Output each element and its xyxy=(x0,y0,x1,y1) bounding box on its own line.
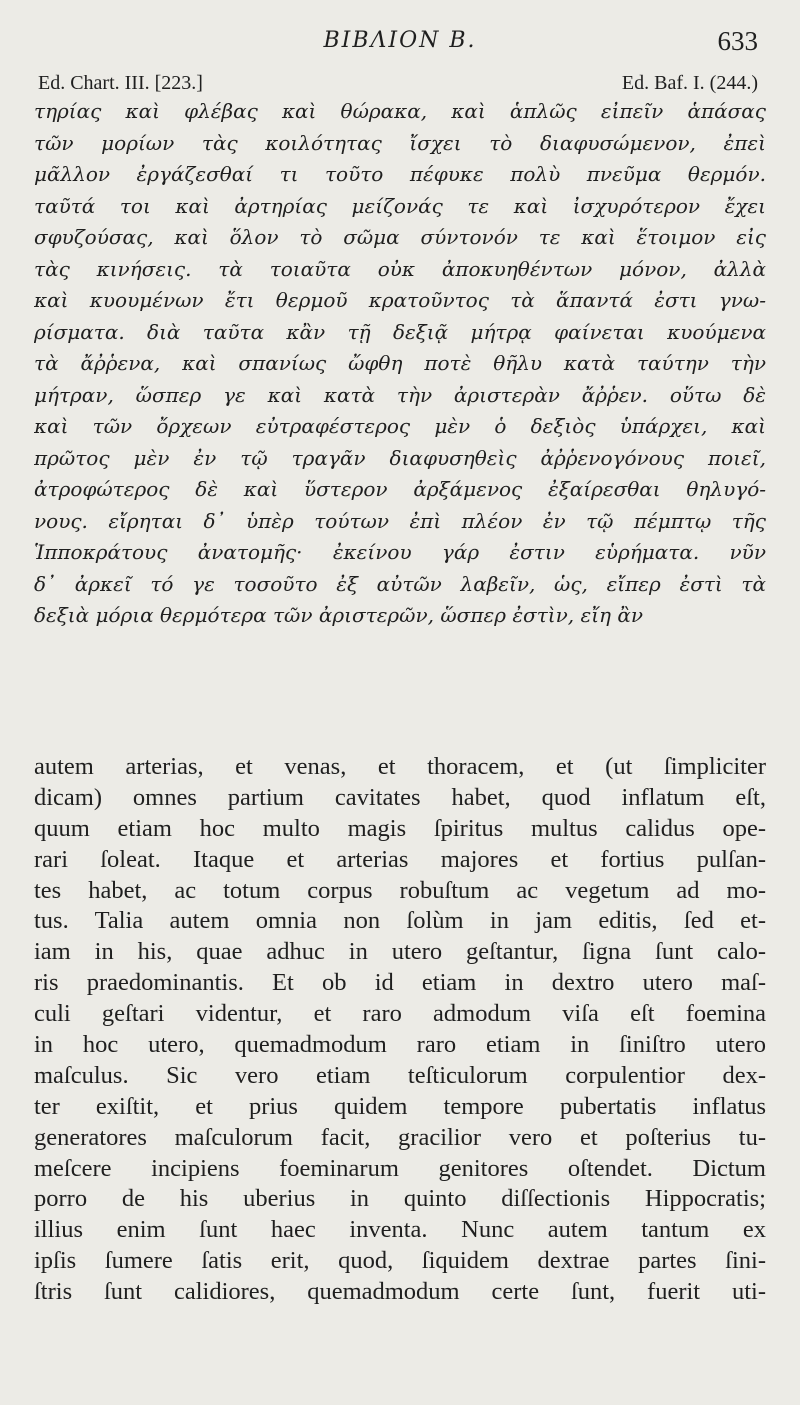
greek-text-line: σφυζούσας, καὶ ὅλον τὸ σῶμα σύντονόν τε καὶ ἕτοιμον εἰς xyxy=(34,225,766,249)
greek-text-line: νους. εἴρηται δ᾽ ὑπὲρ τούτων ἐπὶ πλέον ἐν τῷ πέμπτῳ τῆς xyxy=(34,508,766,533)
latin-text-line: ter exiſtit, et prius quidem tempore pubertatis inflatus xyxy=(34,1092,766,1120)
latin-text-line: culi geſtari videntur, et raro admodum viſa eſt foemina xyxy=(34,1000,766,1028)
greek-text-line: ρίσματα. διὰ ταῦτα κἂν τῇ δεξιᾷ μήτρᾳ φαίνεται κυούμενα xyxy=(34,319,766,344)
latin-text-line: ſtris ſunt calidiores, quemadmodum certe ſunt, fuerit uti- xyxy=(34,1278,766,1306)
latin-text-line: porro de his uberius in quinto diſſectionis Hippocratis; xyxy=(34,1185,766,1213)
latin-text-line: autem arterias, et venas, et thoracem, et (ut ſimpliciter xyxy=(34,753,766,780)
greek-text-line: δεξιὰ μόρια θερμότερα τῶν ἀριστερῶν, ὥσπερ ἐστὶν, εἴη ἂν xyxy=(34,603,644,627)
latin-text-line: ipſis ſumere ſatis erit, quod, ſiquidem dextrae partes ſini- xyxy=(34,1247,766,1275)
greek-text-line: καὶ τῶν ὄρχεων εὐτραφέστερος μὲν ὁ δεξιὸς ὑπάρχει, καὶ xyxy=(34,414,766,438)
latin-text-line: rari ſoleat. Itaque et arterias majores et fortius pulſan- xyxy=(34,845,766,873)
latin-text-line: tus. Talia autem omnia non ſolùm in jam editis, ſed et- xyxy=(34,907,766,935)
latin-text-line: in hoc utero, quemadmodum raro etiam in ſiniſtro utero xyxy=(34,1031,766,1059)
latin-text-line: quum etiam hoc multo magis ſpiritus multus calidus ope- xyxy=(34,814,766,842)
latin-text-line: tes habet, ac totum corpus robuſtum ac vegetum ad mo- xyxy=(34,876,766,904)
greek-text-line: τηρίας καὶ φλέβας καὶ θώρακα, καὶ ἁπλῶς εἰπεῖν ἁπάσας xyxy=(34,99,766,123)
greek-text-line: τὰς κινήσεις. τὰ τοιαῦτα οὐκ ἀποκυηθέντων μόνον, ἀλλὰ xyxy=(34,256,766,281)
greek-text-line: μήτραν, ὥσπερ γε καὶ κατὰ τὴν ἀριστερὰν ἄῤῥεν. οὕτω δὲ xyxy=(34,382,766,407)
latin-text-line: meſcere incipiens foeminarum genitores oſtendet. Dictum xyxy=(34,1154,766,1182)
greek-text-line: ἀτροφώτερος δὲ καὶ ὕστερον ἀρξάμενος ἐξαίρεσθαι θηλυγό- xyxy=(34,477,766,501)
edition-reference-right: Ed. Baf. I. (244.) xyxy=(621,72,758,94)
greek-text-line: τῶν μορίων τὰς κοιλότητας ἴσχει τὸ διαφυσώμενον, ἐπεὶ xyxy=(34,130,766,155)
greek-text-line: Ἱπποκράτους ἀνατομῆς· ἐκείνου γάρ ἐστιν εὑρήματα. νῦν xyxy=(34,540,766,564)
greek-text-line: μᾶλλον ἐργάζεσθαί τι τοῦτο πέφυκε πολὺ πνεῦμα θερμόν. xyxy=(34,162,766,186)
running-title: ΒΙΒΛΙΟΝ Β. xyxy=(323,28,477,53)
latin-text-line: dicam) omnes partium cavitates habet, quod inflatum eſt, xyxy=(34,783,766,811)
latin-text-line: iam in his, quae adhuc in utero geſtantur, ſigna ſunt calo- xyxy=(34,938,766,966)
greek-text-line: δ᾽ ἀρκεῖ τό γε τοσοῦτο ἐξ αὐτῶν λαβεῖν, ὡς, εἴπερ ἐστὶ τὰ xyxy=(34,571,766,596)
greek-text-line: τὰ ἄῤῥενα, καὶ σπανίως ὤφθη ποτὲ θῆλυ κατὰ ταύτην τὴν xyxy=(34,351,766,375)
latin-text-line: generatores maſculorum facit, gracilior vero et poſterius tu- xyxy=(34,1123,766,1151)
greek-text-block xyxy=(34,96,766,632)
greek-text-line: ταῦτά τοι καὶ ἀρτηρίας μείζονάς τε καὶ ἰσχυρότερον ἔχει xyxy=(34,193,766,218)
latin-text-line: illius enim ſunt haec inventa. Nunc autem tantum ex xyxy=(34,1216,766,1244)
latin-text-line: maſculus. Sic vero etiam teſticulorum corpulentior dex- xyxy=(34,1061,766,1089)
page-number: 633 xyxy=(717,26,758,56)
edition-reference-left: Ed. Chart. III. [223.] xyxy=(38,72,203,94)
greek-text-line: καὶ κυουμένων ἔτι θερμοῦ κρατοῦντος τὰ ἅπαντά ἐστι γνω- xyxy=(34,288,766,312)
greek-text-line: πρῶτος μὲν ἐν τῷ τραγᾶν διαφυσηθεὶς ἀῤῥενογόνους ποιεῖ, xyxy=(34,445,766,470)
latin-text-block xyxy=(34,752,766,1308)
latin-text-line: ris praedominantis. Et ob id etiam in dextro utero maſ- xyxy=(34,969,766,997)
